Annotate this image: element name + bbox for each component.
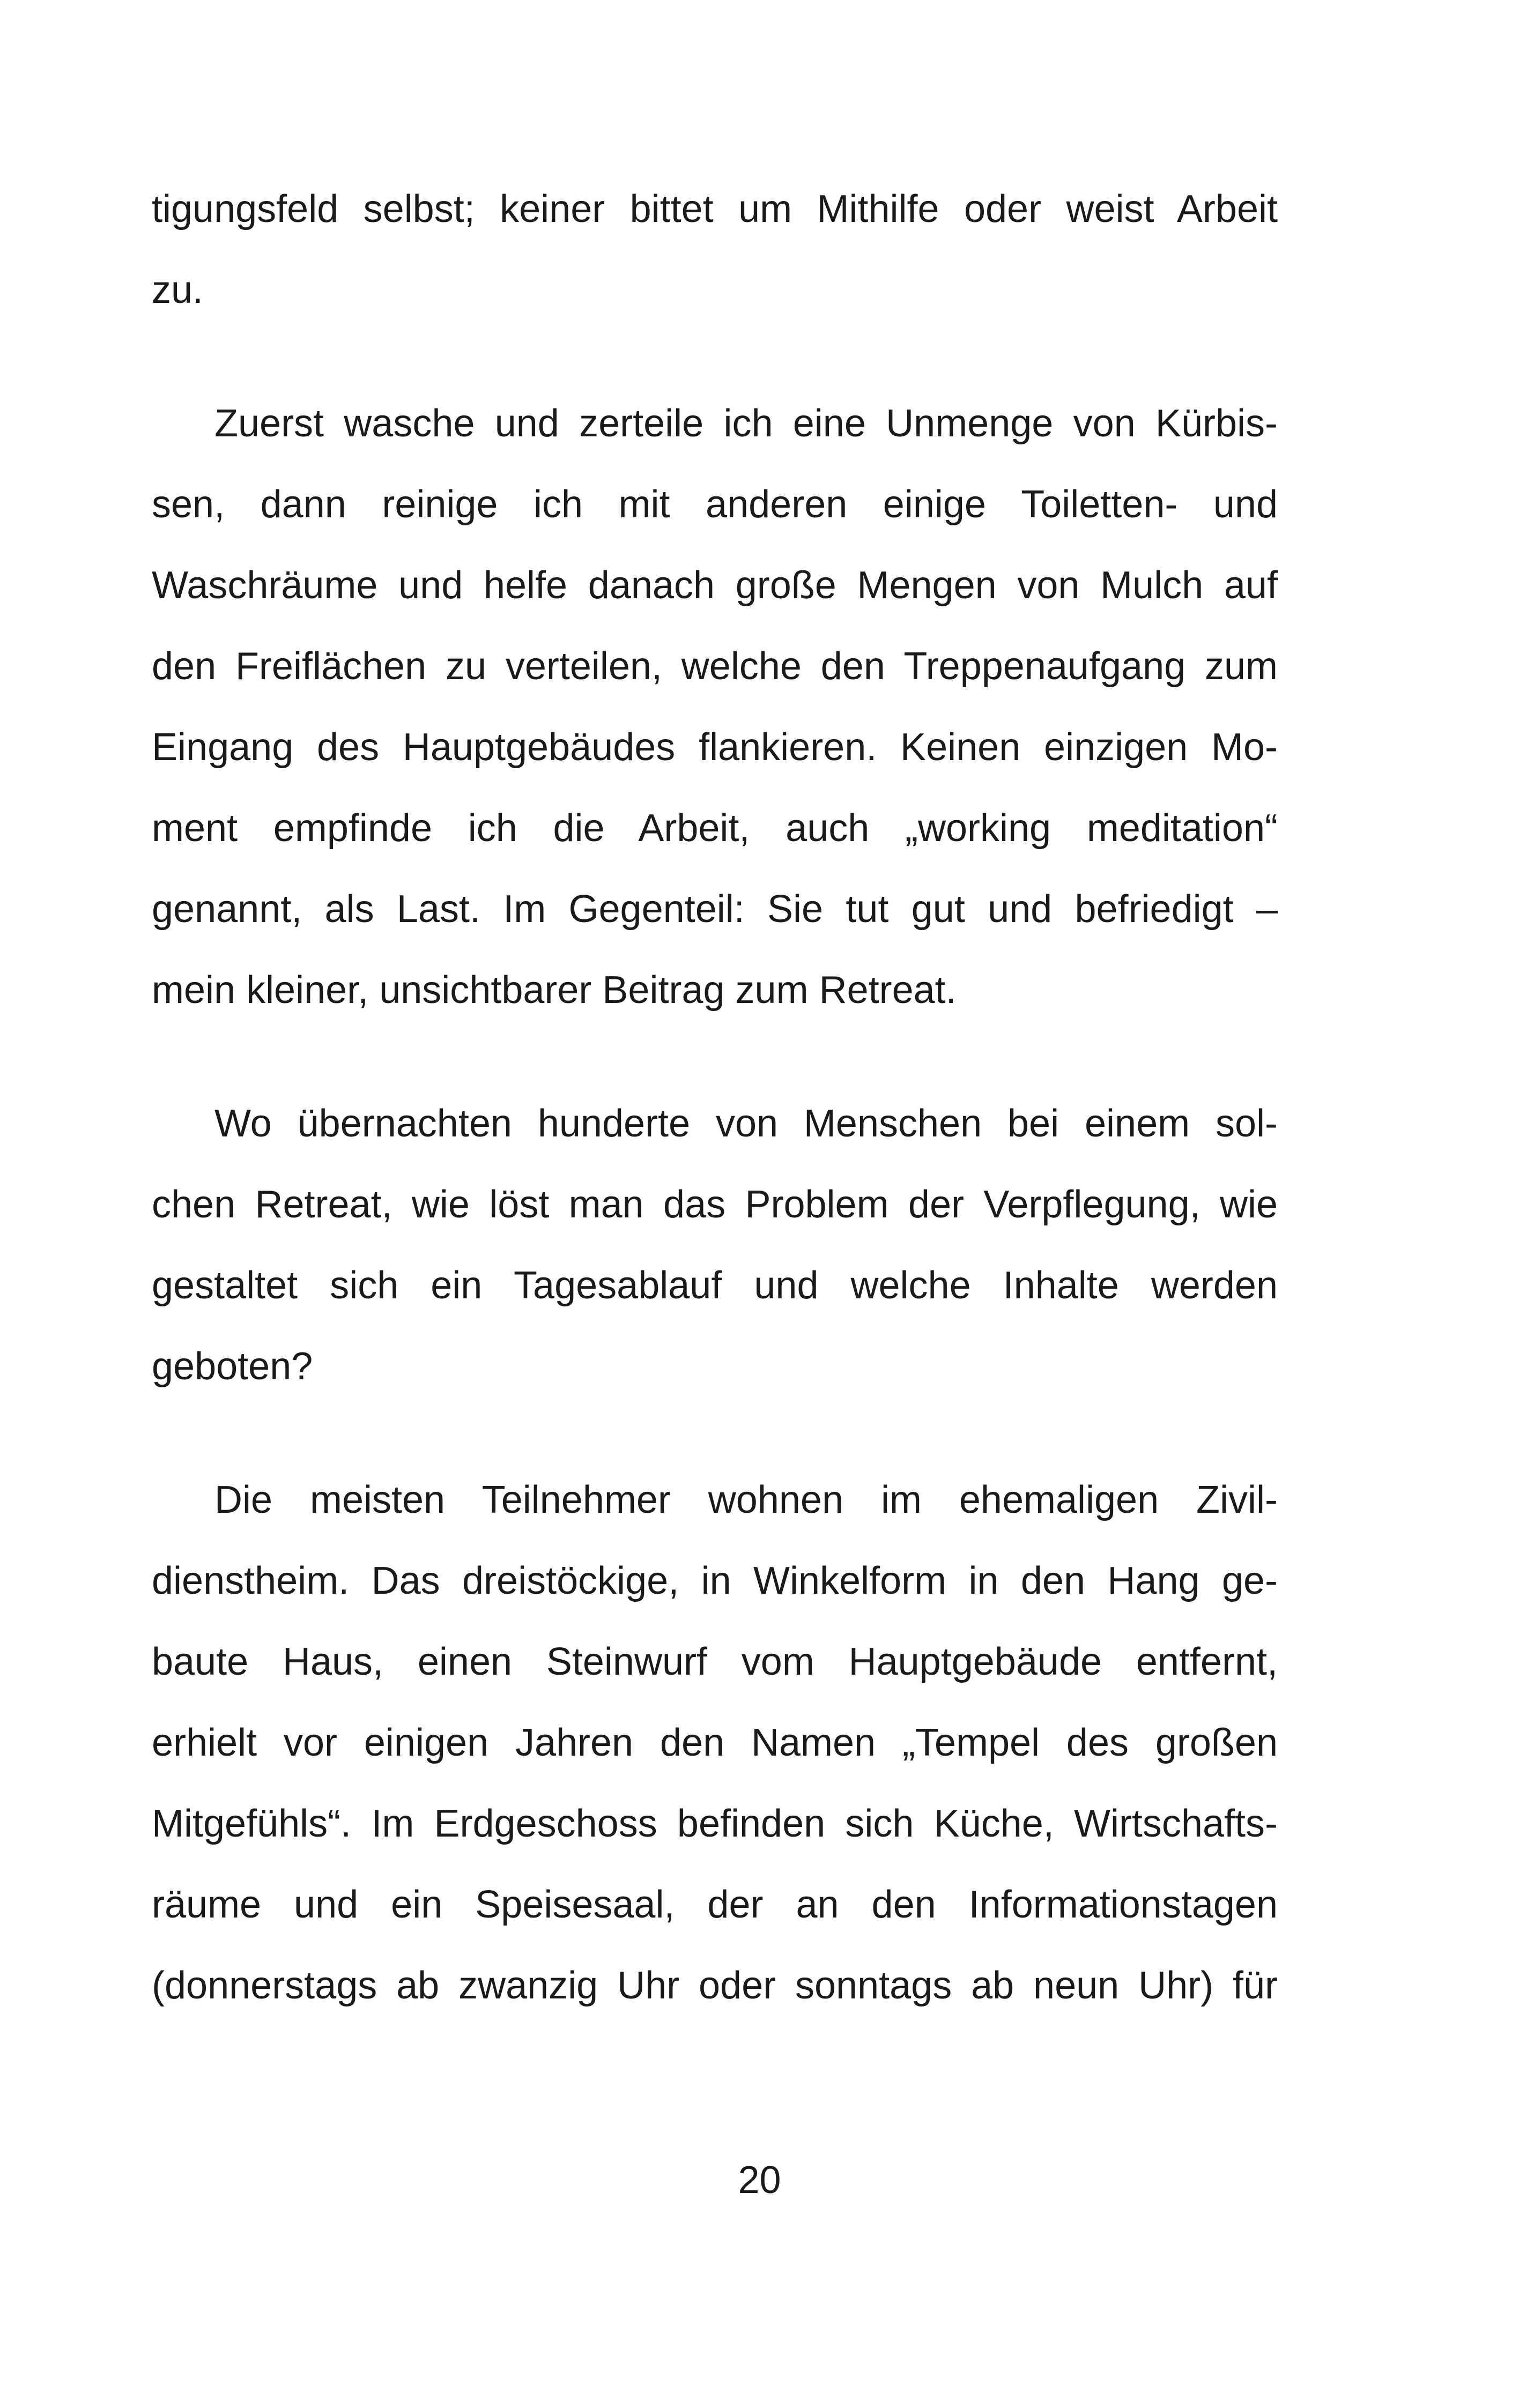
text-line: geboten?	[152, 1345, 313, 1388]
text-line: Eingang des Hauptgebäudes flankieren. Keinen einzigen Mo-	[152, 726, 1278, 769]
text-line: gestaltet sich ein Tagesablauf und welche Inhalte werden	[152, 1264, 1278, 1307]
text-line: baute Haus, einen Steinwurf vom Hauptgebäude entfernt,	[152, 1640, 1278, 1683]
body-text	[152, 169, 1278, 2026]
text-line: Zuerst wasche und zerteile ich eine Unmenge von Kürbis-	[214, 402, 1278, 445]
paragraph	[152, 169, 1278, 331]
text-line: zu.	[152, 269, 204, 311]
text-line: ment empfinde ich die Arbeit, auch „working meditation“	[152, 807, 1278, 850]
page-number: 20	[738, 2159, 781, 2202]
paragraph	[152, 1083, 1278, 1407]
paragraph	[152, 1460, 1278, 2026]
paragraph	[152, 383, 1278, 1031]
paragraph-gap	[152, 1407, 1278, 1460]
paragraph-gap	[152, 1031, 1278, 1083]
text-line: Mitgefühls“. Im Erdgeschoss befinden sich Küche, Wirtschafts-	[152, 1802, 1278, 1845]
text-line: tigungsfeld selbst; keiner bittet um Mithilfe oder weist Arbeit	[152, 188, 1278, 231]
text-line: Die meisten Teilnehmer wohnen im ehemaligen Zivil-	[214, 1478, 1278, 1521]
text-line: genannt, als Last. Im Gegenteil: Sie tut gut und befriedigt –	[152, 888, 1278, 931]
text-line: Wo übernachten hunderte von Menschen bei einem sol-	[214, 1102, 1278, 1145]
text-line: Waschräume und helfe danach große Mengen von Mulch auf	[152, 564, 1278, 607]
text-line: sen, dann reinige ich mit anderen einige Toiletten- und	[152, 483, 1278, 526]
text-line: mein kleiner, unsichtbarer Beitrag zum Retreat.	[152, 969, 957, 1012]
text-line: räume und ein Speisesaal, der an den Informationstagen	[152, 1883, 1278, 1926]
text-line: chen Retreat, wie löst man das Problem der Verpflegung, wie	[152, 1183, 1278, 1226]
text-line: (donnerstags ab zwanzig Uhr oder sonntags ab neun Uhr) für	[152, 1964, 1278, 2007]
paragraph-gap	[152, 331, 1278, 383]
text-line: erhielt vor einigen Jahren den Namen „Tempel des großen	[152, 1721, 1278, 1764]
text-line: dienstheim. Das dreistöckige, in Winkelform in den Hang ge-	[152, 1559, 1278, 1602]
text-line: den Freiflächen zu verteilen, welche den Treppenaufgang zum	[152, 645, 1278, 688]
